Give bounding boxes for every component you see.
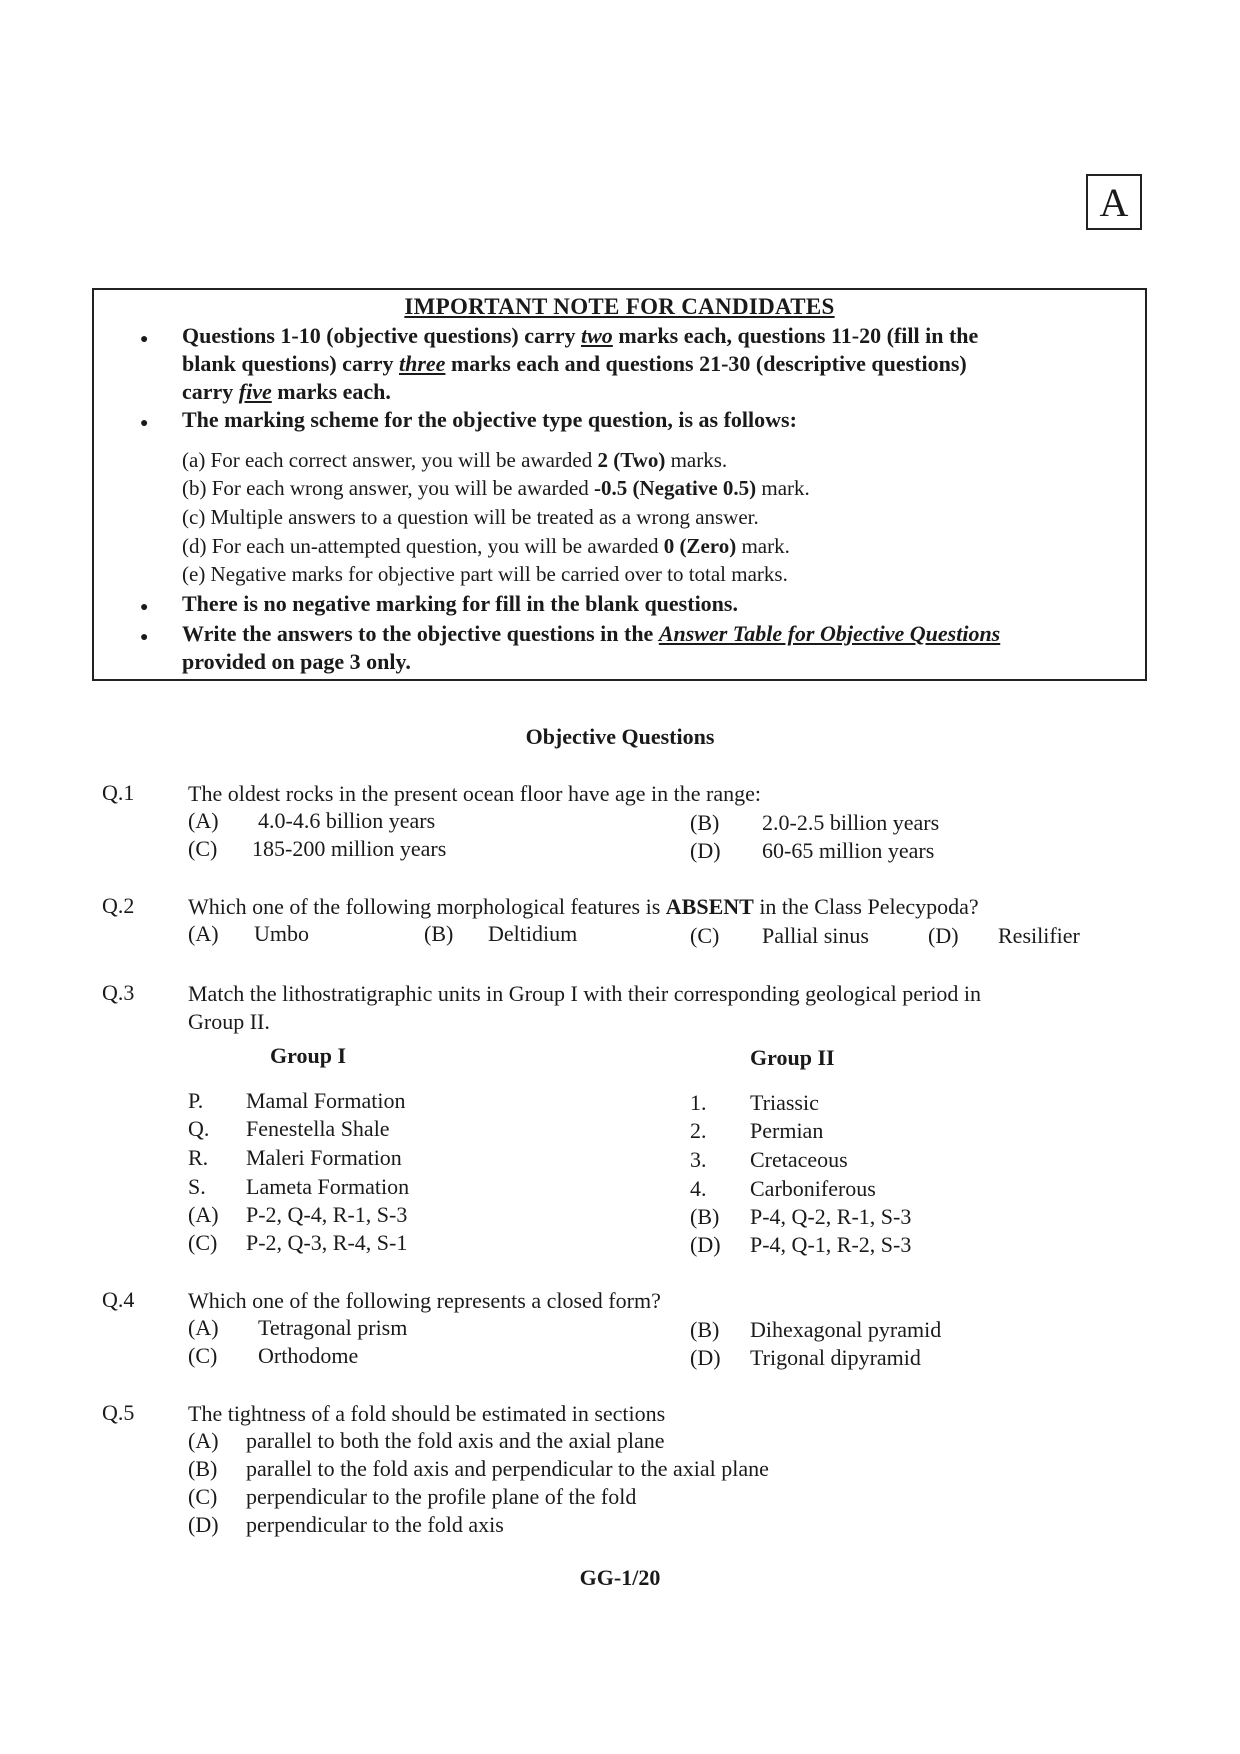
option-label: (B) bbox=[690, 1204, 720, 1229]
option-text: 4.0-4.6 billion years bbox=[258, 808, 436, 833]
option-label: (B) bbox=[424, 921, 454, 946]
bullet-icon: ● bbox=[140, 416, 149, 431]
question-text: Which one of the following morphological features is ABSENT in the Class Pelecypoda? bbox=[188, 894, 979, 919]
option-label: (C) bbox=[690, 923, 720, 948]
option-label: (B) bbox=[188, 1456, 218, 1481]
match-number: 4. bbox=[690, 1176, 707, 1201]
question-number: Q.2 bbox=[102, 893, 135, 918]
option-text: 60-65 million years bbox=[762, 838, 935, 863]
match-period: Permian bbox=[750, 1118, 824, 1143]
option-label: (A) bbox=[188, 1428, 219, 1453]
note-scheme-b: (b) For each wrong answer, you will be awarded -0.5 (Negative 0.5) mark. bbox=[182, 476, 810, 500]
match-period: Carboniferous bbox=[750, 1176, 876, 1201]
option-label: (C) bbox=[188, 1230, 218, 1255]
match-unit: Maleri Formation bbox=[246, 1145, 402, 1170]
match-unit: Lameta Formation bbox=[246, 1174, 410, 1199]
note-scheme-a: (a) For each correct answer, you will be awarded 2 (Two) marks. bbox=[182, 448, 728, 472]
note-scheme-d: (d) For each un-attempted question, you will be awarded 0 (Zero) mark. bbox=[182, 534, 790, 558]
option-label: (D) bbox=[188, 1512, 219, 1537]
paper-set-label: A bbox=[1086, 174, 1142, 230]
option-text: 185-200 million years bbox=[252, 836, 447, 861]
option-text: Dihexagonal pyramid bbox=[750, 1317, 942, 1342]
option-label: (C) bbox=[188, 1343, 218, 1368]
question-text: The oldest rocks in the present ocean floor have age in the range: bbox=[188, 781, 761, 806]
option-text: Orthodome bbox=[258, 1343, 359, 1368]
option-text: perpendicular to the fold axis bbox=[246, 1512, 504, 1537]
option-text: Trigonal dipyramid bbox=[750, 1345, 921, 1370]
bullet-icon: ● bbox=[140, 600, 149, 615]
note-bullet-marks: Questions 1-10 (objective questions) carry two marks each, questions 11-20 (fill in the blank questions) carry three marks each and questions 21-30 (descriptive questions) carry five marks each. bbox=[182, 323, 979, 404]
note-bullet-no-negative: There is no negative marking for fill in the blank questions. bbox=[182, 591, 738, 616]
option-text: Umbo bbox=[254, 921, 309, 946]
match-label: R. bbox=[188, 1145, 209, 1170]
note-bullet-scheme: The marking scheme for the objective type question, is as follows: bbox=[182, 407, 797, 432]
match-label: Q. bbox=[188, 1116, 210, 1141]
match-label: S. bbox=[188, 1174, 206, 1199]
option-label: (D) bbox=[690, 1345, 721, 1370]
question-text: The tightness of a fold should be estimated in sections bbox=[188, 1401, 666, 1426]
option-text: Tetragonal prism bbox=[258, 1315, 408, 1340]
match-unit: Mamal Formation bbox=[246, 1088, 406, 1113]
option-label: (A) bbox=[188, 1202, 219, 1227]
note-title: IMPORTANT NOTE FOR CANDIDATES bbox=[404, 294, 835, 319]
bullet-icon: ● bbox=[140, 332, 149, 347]
question-number: Q.4 bbox=[102, 1287, 135, 1312]
option-text: Resilifier bbox=[998, 923, 1080, 948]
option-label: (D) bbox=[690, 838, 721, 863]
note-bullet-answer-table: Write the answers to the objective questions in the Answer Table for Objective Questions provided on page 3 only. bbox=[182, 621, 1001, 674]
option-label: (A) bbox=[188, 921, 219, 946]
option-text: parallel to the fold axis and perpendicular to the axial plane bbox=[246, 1456, 769, 1481]
option-text: parallel to both the fold axis and the axial plane bbox=[246, 1428, 665, 1453]
option-text: Pallial sinus bbox=[762, 923, 869, 948]
note-scheme-e: (e) Negative marks for objective part will be carried over to total marks. bbox=[182, 562, 788, 586]
option-label: (A) bbox=[188, 1315, 219, 1340]
match-period: Triassic bbox=[750, 1090, 819, 1115]
question-number: Q.3 bbox=[102, 980, 135, 1005]
match-number: 1. bbox=[690, 1090, 707, 1115]
question-number: Q.1 bbox=[102, 780, 135, 805]
option-label: (C) bbox=[188, 836, 218, 861]
question-text: Which one of the following represents a closed form? bbox=[188, 1288, 661, 1313]
option-label: (C) bbox=[188, 1484, 218, 1509]
important-note-box bbox=[92, 288, 1147, 681]
option-label: (B) bbox=[690, 810, 720, 835]
option-label: (D) bbox=[928, 923, 959, 948]
section-heading: Objective Questions bbox=[525, 724, 715, 749]
bullet-icon: ● bbox=[140, 630, 149, 645]
option-label: (A) bbox=[188, 808, 219, 833]
option-text: P-4, Q-1, R-2, S-3 bbox=[750, 1232, 912, 1257]
group-one-heading: Group I bbox=[270, 1043, 347, 1068]
option-label: (D) bbox=[690, 1232, 721, 1257]
option-text: 2.0-2.5 billion years bbox=[762, 810, 940, 835]
group-two-heading: Group II bbox=[750, 1045, 835, 1070]
match-label: P. bbox=[188, 1088, 204, 1113]
match-number: 3. bbox=[690, 1147, 707, 1172]
match-number: 2. bbox=[690, 1118, 707, 1143]
question-number: Q.5 bbox=[102, 1400, 135, 1425]
page-footer: GG-1/20 bbox=[579, 1565, 661, 1590]
note-scheme-c: (c) Multiple answers to a question will be treated as a wrong answer. bbox=[182, 505, 759, 529]
option-text: P-4, Q-2, R-1, S-3 bbox=[750, 1204, 912, 1229]
option-text: P-2, Q-3, R-4, S-1 bbox=[246, 1230, 408, 1255]
match-unit: Fenestella Shale bbox=[246, 1116, 390, 1141]
question-text: Match the lithostratigraphic units in Group I with their corresponding geological period in Group II. bbox=[188, 981, 982, 1034]
match-period: Cretaceous bbox=[750, 1147, 848, 1172]
option-label: (B) bbox=[690, 1317, 720, 1342]
option-text: perpendicular to the profile plane of the fold bbox=[246, 1484, 637, 1509]
option-text: P-2, Q-4, R-1, S-3 bbox=[246, 1202, 408, 1227]
option-text: Deltidium bbox=[488, 921, 578, 946]
